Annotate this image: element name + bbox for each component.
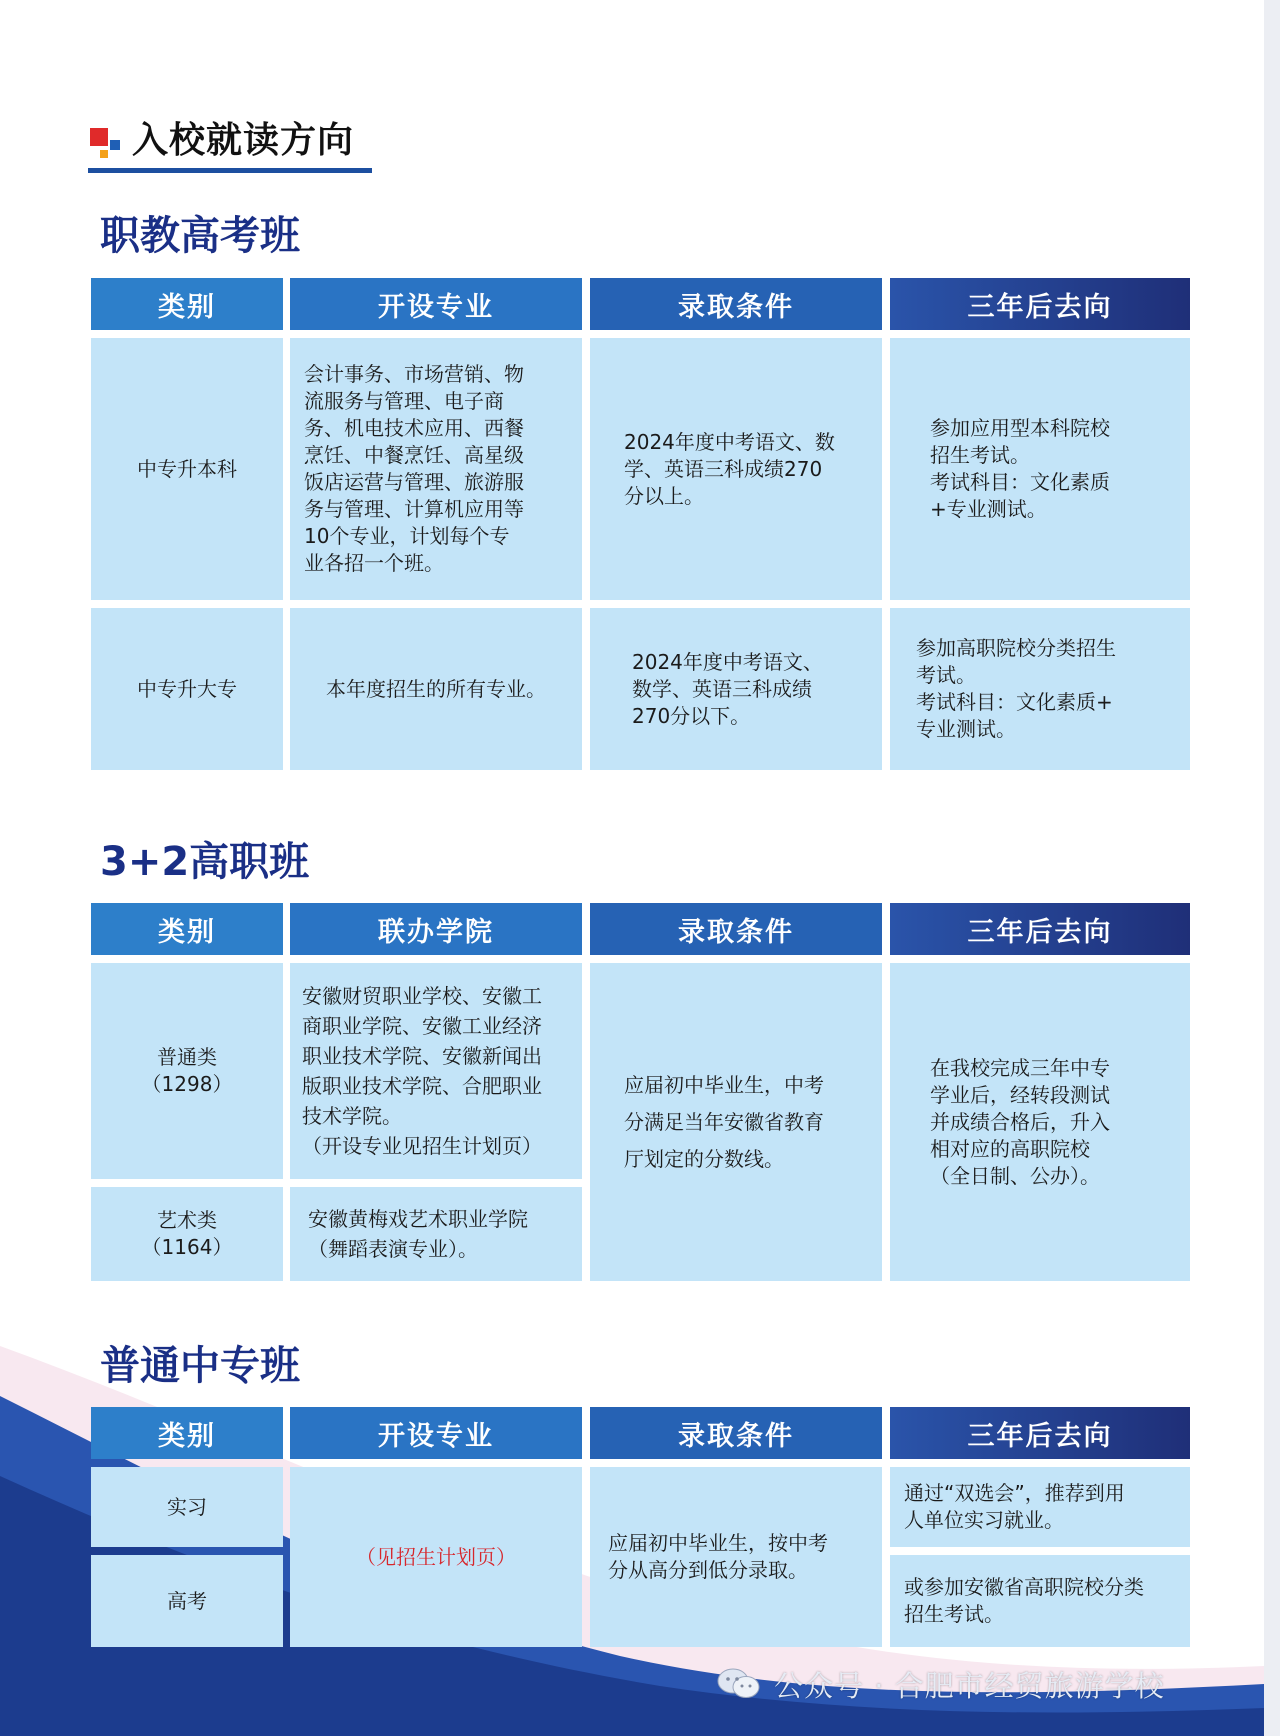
col-header-admission: 录取条件 (590, 1407, 882, 1459)
col-header-destination: 三年后去向 (890, 903, 1190, 955)
table-cell-category: 普通类 （1298） (91, 963, 283, 1179)
table-cell-category: 中专升本科 (91, 338, 283, 600)
table-cell-majors: 本年度招生的所有专业。 (290, 608, 582, 770)
table-cell-majors: 会计事务、市场营销、物 流服务与管理、电子商 务、机电技术应用、西餐 烹饪、中餐烹饪、高星级 饭店运营与管理、旅游服 务与管理、计算机应用等 10个专业，计划每个专 业各招一个班。 (290, 338, 582, 600)
page-title: 入校就读方向 (132, 120, 355, 161)
table-cell-admission: 2024年度中考语文、数 学、英语三科成绩270 分以上。 (590, 338, 882, 600)
table-secondary (91, 1407, 1190, 1647)
title-underline (88, 168, 372, 173)
col-header-majors: 开设专业 (290, 1407, 582, 1459)
table-cell-colleges: 安徽财贸职业学校、安徽工 商职业学院、安徽工业经济 职业技术学院、安徽新闻出 版职业技术学院、合肥职业 技术学院。 （开设专业见招生计划页） (290, 963, 582, 1179)
wechat-watermark (716, 1662, 1165, 1706)
table-cell-destination: 通过“双选会”，推荐到用 人单位实习就业。 (890, 1467, 1190, 1547)
table-vocational-exam (91, 278, 1190, 770)
table-cell-category: 中专升大专 (91, 608, 283, 770)
wechat-icon (716, 1667, 762, 1701)
table-cell-admission: 2024年度中考语文、 数学、英语三科成绩 270分以下。 (590, 608, 882, 770)
table-cell-category: 实习 (91, 1467, 283, 1547)
page-header (88, 118, 372, 174)
col-header-category: 类别 (91, 1407, 283, 1459)
table-cell-colleges: 安徽黄梅戏艺术职业学院 （舞蹈表演专业）。 (290, 1187, 582, 1281)
table-cell-admission: 应届初中毕业生，按中考 分从高分到低分录取。 (590, 1467, 882, 1647)
table-cell-destination: 在我校完成三年中专 学业后，经转段测试 并成绩合格后，升入 相对应的高职院校 （全日制、公办）。 (890, 963, 1190, 1281)
col-header-colleges: 联办学院 (290, 903, 582, 955)
section-title-secondary: 普通中专班 (100, 1343, 300, 1389)
table-3plus2 (91, 903, 1190, 1281)
col-header-admission: 录取条件 (590, 278, 882, 330)
table-cell-admission: 应届初中毕业生，中考 分满足当年安徽省教育 厅划定的分数线。 (590, 963, 882, 1281)
col-header-category: 类别 (91, 903, 283, 955)
logo-squares-icon (90, 128, 124, 164)
section-title-vocational-exam: 职教高考班 (100, 213, 300, 259)
table-cell-category: 高考 (91, 1555, 283, 1647)
col-header-category: 类别 (91, 278, 283, 330)
table-cell-destination: 或参加安徽省高职院校分类 招生考试。 (890, 1555, 1190, 1647)
table-cell-destination: 参加高职院校分类招生 考试。 考试科目：文化素质+ 专业测试。 (890, 608, 1190, 770)
col-header-admission: 录取条件 (590, 903, 882, 955)
watermark-text: 公众号 · 合肥市经贸旅游学校 (774, 1668, 1165, 1703)
col-header-majors: 开设专业 (290, 278, 582, 330)
col-header-destination: 三年后去向 (890, 278, 1190, 330)
section-title-3plus2: 3+2高职班 (100, 839, 310, 885)
table-cell-category: 艺术类 （1164） (91, 1187, 283, 1281)
col-header-destination: 三年后去向 (890, 1407, 1190, 1459)
page-edge-strip (1264, 0, 1280, 1736)
table-cell-majors-note: （见招生计划页） (290, 1467, 582, 1647)
table-cell-destination: 参加应用型本科院校 招生考试。 考试科目：文化素质 +专业测试。 (890, 338, 1190, 600)
